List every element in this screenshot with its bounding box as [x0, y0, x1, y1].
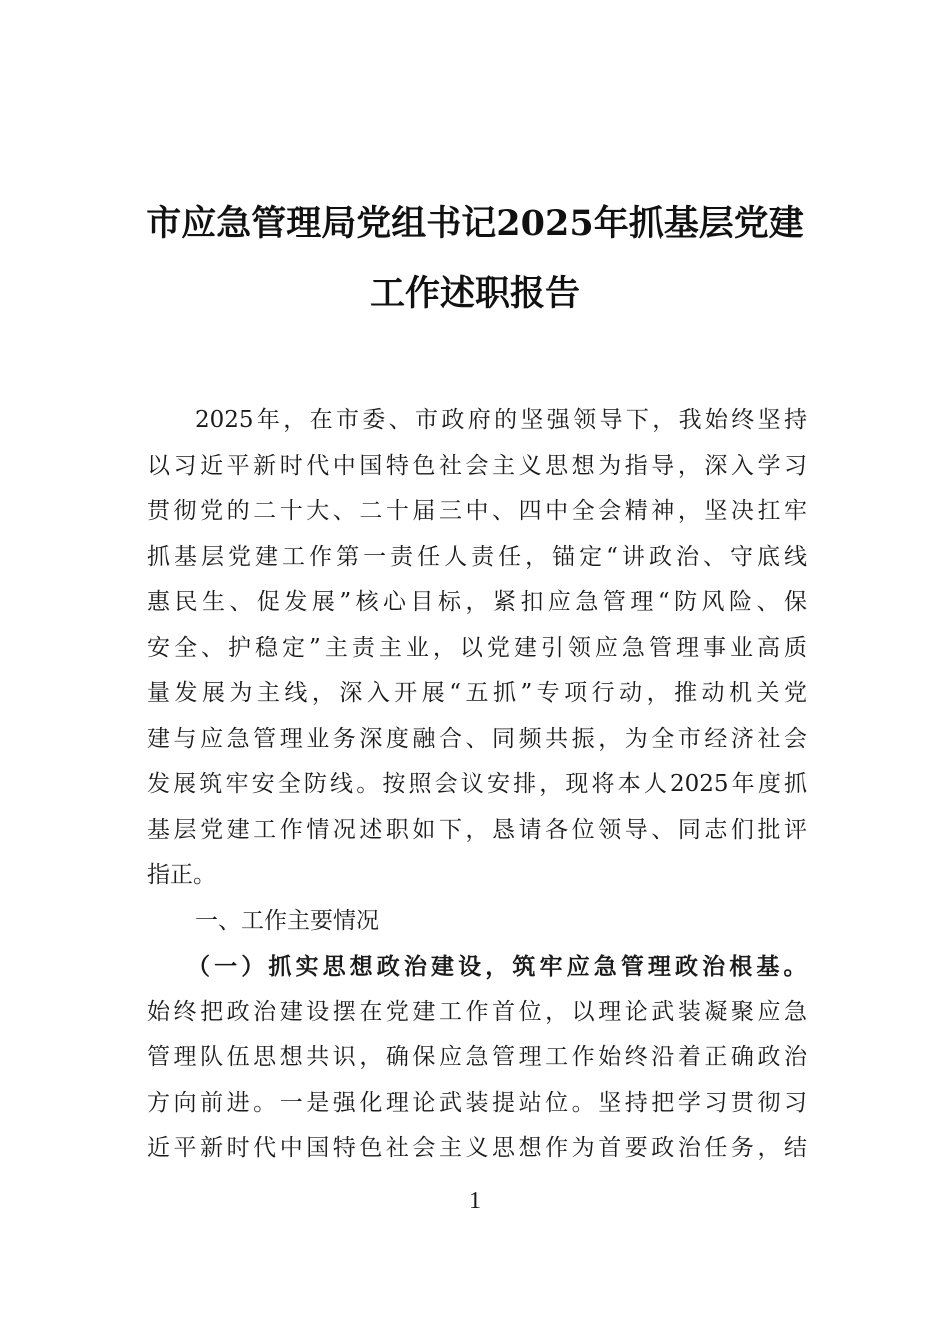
paragraph-line: 管理队伍思想共识，确保应急管理工作始终沿着正确政治	[147, 1044, 807, 1070]
subsection-heading: （一）抓实思想政治建设，筑牢应急管理政治根基。	[187, 953, 807, 980]
document-title-line-2: 工作述职报告	[369, 273, 580, 314]
paragraph-line: 安全、护稳定”主责主业，以党建引领应急管理事业高质	[147, 634, 807, 661]
paragraph-line: 发展筑牢安全防线。按照会议安排，现将本人2025年度抓	[147, 771, 807, 797]
paragraph-line: 方向前进。一是强化理论武装提站位。坚持把学习贯彻习	[147, 1089, 807, 1116]
paragraph-line: 近平新时代中国特色社会主义思想作为首要政治任务，结	[147, 1135, 807, 1161]
paragraph-line: 2025年，在市委、市政府的坚强领导下，我始终坚持	[195, 407, 807, 433]
paragraph-line: 指正。	[147, 862, 216, 888]
paragraph-line: 以习近平新时代中国特色社会主义思想为指导，深入学习	[147, 452, 807, 479]
paragraph-line: 基层党建工作情况述职如下，恳请各位领导、同志们批评	[147, 816, 807, 843]
document-body	[147, 398, 807, 1172]
paragraph-line: 贯彻党的二十大、二十届三中、四中全会精神，坚决扛牢	[147, 498, 807, 524]
paragraph-line: 惠民生、促发展”核心目标，紧扣应急管理“防风险、保	[147, 589, 807, 615]
document-title-line-1: 市应急管理局党组书记2025年抓基层党建	[146, 203, 804, 244]
paragraph-line: 始终把政治建设摆在党建工作首位，以理论武装凝聚应急	[147, 998, 807, 1025]
paragraph-line: 量发展为主线，深入开展“五抓”专项行动，推动机关党	[147, 680, 807, 706]
paragraph-line: 抓基层党建工作第一责任人责任，锚定“讲政治、守底线	[147, 543, 807, 570]
paragraph-line: 建与应急管理业务深度融合、同频共振，为全市经济社会	[147, 725, 807, 752]
page-number: 1	[469, 1188, 481, 1214]
section-heading: 一、工作主要情况	[195, 907, 379, 934]
